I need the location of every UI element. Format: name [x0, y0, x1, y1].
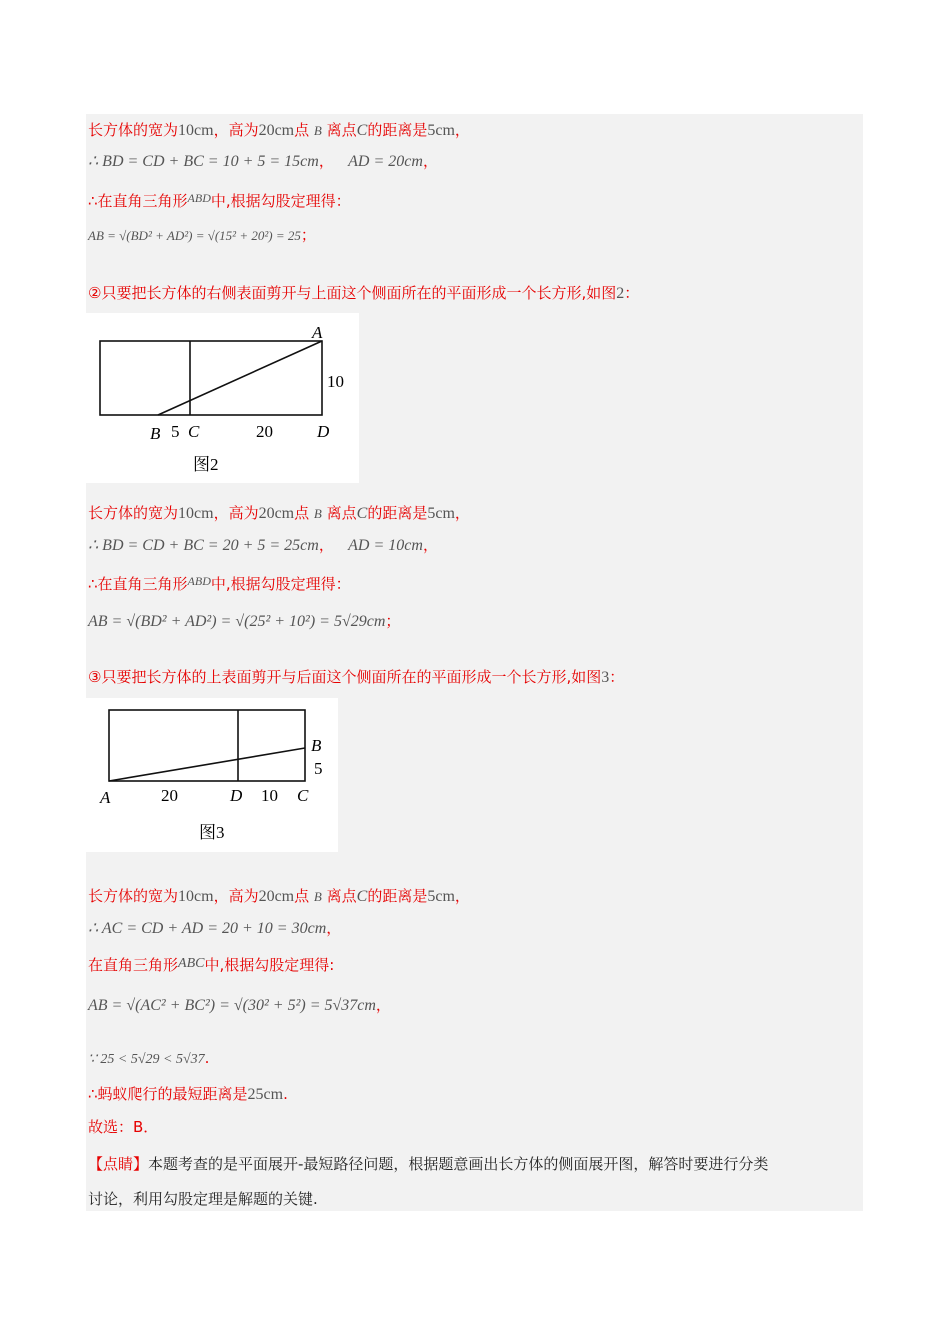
case2-bd-equation [88, 535, 438, 556]
case1-dimensions [88, 120, 470, 141]
figure-number: 2 [616, 285, 625, 302]
case3-ab-equation [88, 995, 391, 1016]
note-line-1 [88, 1154, 768, 1174]
value-height: 20cm [258, 505, 295, 522]
answer-line [88, 1117, 158, 1137]
text: ∴蚂蚁爬行的最短距离是 [88, 1085, 248, 1103]
label-b: B [311, 736, 322, 755]
value-width: 10cm [178, 505, 214, 522]
figure-caption: 图2 [193, 455, 219, 474]
text: 点 [294, 504, 310, 522]
rectangle [109, 710, 305, 781]
text: 中,根据勾股定理得: [204, 956, 335, 974]
case2-dimensions [88, 503, 470, 524]
text: 长方体的宽为 [88, 504, 179, 522]
note-line-2 [88, 1189, 318, 1209]
figure-2-diagram [86, 313, 359, 483]
text: ， [454, 504, 470, 522]
case2-intro [88, 283, 639, 304]
equation-ab: AB = √(BD² + AD²) = √(25² + 10²) = 5√29cm [88, 613, 386, 630]
point-c: C [356, 888, 368, 905]
text: ， [454, 121, 470, 139]
equation-bd: ∴ BD = CD + BC = 10 + 5 = 15cm [88, 153, 319, 170]
value-distance: 5cm [427, 888, 455, 905]
text: ，高为 [213, 887, 259, 905]
text: 在直角三角形 [88, 956, 179, 974]
punct: ； [300, 226, 316, 244]
equation-ad: AD = 10cm [348, 537, 423, 554]
text: 中,根据勾股定理得： [210, 192, 351, 210]
case3-triangle-line [88, 954, 334, 975]
equation-ad: AD = 20cm [348, 153, 423, 170]
label-a: A [312, 323, 323, 342]
label-dc: 10 [261, 786, 278, 805]
equation-bd: ∴ BD = CD + BC = 20 + 5 = 25cm [88, 537, 319, 554]
case1-triangle-line [88, 188, 351, 211]
text: 长方体的宽为 [88, 887, 179, 905]
value-height: 20cm [258, 888, 295, 905]
text: ③只要把长方体的上表面剪开与后面这个侧面所在的平面形成一个长方形,如图 [88, 668, 602, 686]
case3-intro [88, 667, 624, 688]
punct: ， [375, 996, 391, 1014]
result-line [88, 1084, 288, 1105]
figure-number: 3 [601, 669, 610, 686]
case3-ac-equation [88, 918, 341, 939]
comparison: ∵ 25 < 5√29 < 5√37 [88, 1052, 205, 1067]
text: 中,根据勾股定理得： [210, 575, 351, 593]
case1-ab-equation [88, 225, 316, 246]
case2-triangle-line [88, 571, 351, 594]
solution-panel [86, 114, 863, 1211]
text: 的距离是 [367, 887, 428, 905]
text: 点 [294, 121, 310, 139]
text: ，高为 [213, 121, 259, 139]
value-distance: 5cm [427, 505, 455, 522]
equation-ab: AB = √(BD² + AD²) = √(15² + 20²) = 25 [88, 228, 301, 243]
figure-caption: 图3 [199, 823, 225, 842]
text: ∴在直角三角形 [88, 192, 188, 210]
label-b: B [150, 424, 161, 443]
punct: . [283, 1085, 288, 1103]
label-bc: 5 [171, 422, 180, 441]
label-side: 10 [327, 372, 344, 391]
note-tag: 【点睛】 [88, 1155, 149, 1173]
triangle-name: ABD [187, 191, 211, 205]
path-ab [109, 748, 305, 781]
figure-3 [86, 698, 338, 852]
text: 离点 [326, 504, 357, 522]
text: ， [454, 887, 470, 905]
point-c: C [356, 122, 368, 139]
path-ab [158, 341, 322, 415]
triangle-name: ABC [178, 956, 205, 971]
label-c: C [297, 786, 309, 805]
case1-bd-equation [88, 151, 438, 172]
punct: ： [609, 668, 625, 686]
text: ∴在直角三角形 [88, 575, 188, 593]
label-c: C [188, 422, 200, 441]
point-b: B [313, 506, 322, 521]
label-cd: 20 [256, 422, 273, 441]
label-a: A [100, 788, 111, 807]
label-side: 5 [314, 759, 323, 778]
value-distance: 5cm [427, 122, 455, 139]
text: 的距离是 [367, 504, 428, 522]
equation-ab: AB = √(AC² + BC²) = √(30² + 5²) = 5√37cm [88, 997, 376, 1014]
figure-2 [86, 313, 359, 483]
label-d: D [230, 786, 243, 805]
point-c: C [356, 505, 368, 522]
punct: ： [624, 284, 640, 302]
point-b: B [313, 123, 322, 138]
value-height: 20cm [258, 122, 295, 139]
text: ②只要把长方体的右侧表面剪开与上面这个侧面所在的平面形成一个长方形,如图 [88, 284, 617, 302]
punct: ， [422, 152, 438, 170]
note-text: 讨论，利用勾股定理是解题的关键. [88, 1190, 318, 1208]
rectangle [100, 341, 322, 415]
punct: . [204, 1049, 210, 1067]
label-d: D [317, 422, 330, 441]
text: 点 [294, 887, 310, 905]
separator: ， [318, 152, 334, 170]
comparison-line [88, 1048, 209, 1070]
point-b: B [313, 889, 322, 904]
value-width: 10cm [178, 122, 214, 139]
text: ，高为 [213, 504, 259, 522]
triangle-name: ABD [187, 574, 211, 588]
text: 离点 [326, 887, 357, 905]
label-ad: 20 [161, 786, 178, 805]
answer: 故选：B． [88, 1118, 159, 1136]
figure-3-diagram [86, 698, 338, 852]
equation-ac: ∴ AC = CD + AD = 20 + 10 = 30cm [88, 920, 327, 937]
result-value: 25cm [247, 1086, 284, 1103]
punct: ， [422, 536, 438, 554]
text: 长方体的宽为 [88, 121, 179, 139]
case3-dimensions [88, 886, 470, 907]
separator: ， [318, 536, 334, 554]
note-text: 本题考查的是平面展开-最短路径问题，根据题意画出长方体的侧面展开图，解答时要进行分类 [148, 1155, 769, 1173]
punct: ， [326, 919, 342, 937]
punct: ； [385, 612, 401, 630]
text: 的距离是 [367, 121, 428, 139]
case2-ab-equation [88, 611, 400, 632]
text: 离点 [326, 121, 357, 139]
value-width: 10cm [178, 888, 214, 905]
